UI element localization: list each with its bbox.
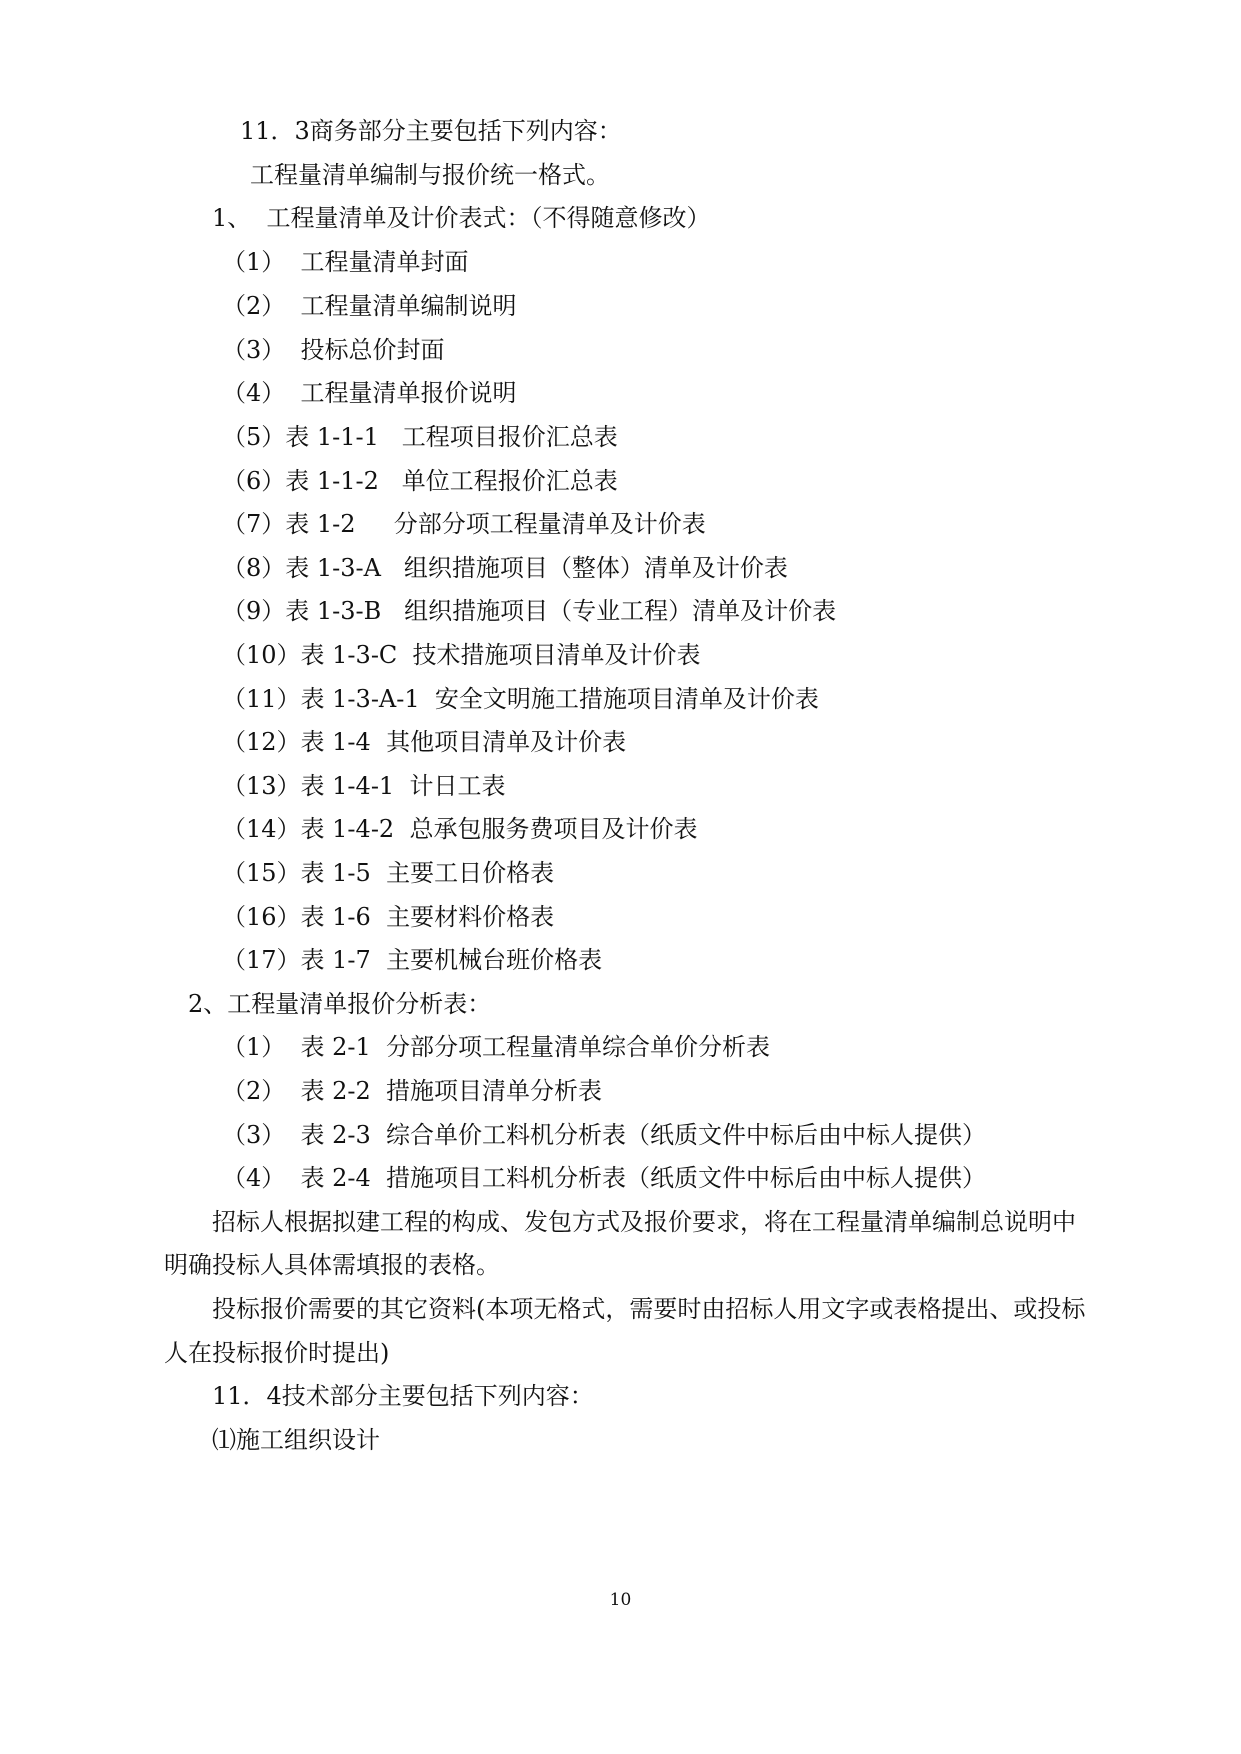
paragraph-line: 投标报价需要的其它资料(本项无格式，需要时由招标人用文字或表格提出、或投标 bbox=[212, 1295, 1086, 1323]
list-heading-2: 2、工程量清单报价分析表： bbox=[188, 990, 492, 1018]
section-heading-11-3: 11．3商务部分主要包括下列内容： bbox=[240, 117, 622, 145]
list-item: （4） 工程量清单报价说明 bbox=[222, 379, 517, 407]
list-item: （13）表 1-4-1 计日工表 bbox=[222, 772, 506, 800]
list-item: （9）表 1-3-B 组织措施项目（专业工程）清单及计价表 bbox=[222, 597, 837, 625]
list-item: ⑴施工组织设计 bbox=[212, 1426, 380, 1454]
list-item: （3） 表 2-3 综合单价工料机分析表（纸质文件中标后由中标人提供） bbox=[222, 1121, 987, 1149]
list-item: （4） 表 2-4 措施项目工料机分析表（纸质文件中标后由中标人提供） bbox=[222, 1164, 987, 1192]
list-item: （1） 表 2-1 分部分项工程量清单综合单价分析表 bbox=[222, 1033, 771, 1061]
list-item: （14）表 1-4-2 总承包服务费项目及计价表 bbox=[222, 815, 698, 843]
list-item: （11）表 1-3-A-1 安全文明施工措施项目清单及计价表 bbox=[222, 685, 819, 713]
paragraph-line: 招标人根据拟建工程的构成、发包方式及报价要求，将在工程量清单编制总说明中 bbox=[212, 1208, 1076, 1236]
page-number: 10 bbox=[609, 1590, 632, 1610]
list-item: （17）表 1-7 主要机械台班价格表 bbox=[222, 946, 603, 974]
list-item: （1） 工程量清单封面 bbox=[222, 248, 469, 276]
paragraph-line: 工程量清单编制与报价统一格式。 bbox=[250, 161, 610, 189]
list-item: （3） 投标总价封面 bbox=[222, 336, 445, 364]
paragraph-line: 明确投标人具体需填报的表格。 bbox=[164, 1251, 500, 1279]
list-heading-1: 1、 工程量清单及计价表式：（不得随意修改） bbox=[212, 204, 711, 232]
list-item: （2） 表 2-2 措施项目清单分析表 bbox=[222, 1077, 603, 1105]
list-item: （6）表 1-1-2 单位工程报价汇总表 bbox=[222, 467, 618, 495]
list-item: （8）表 1-3-A 组织措施项目（整体）清单及计价表 bbox=[222, 554, 788, 582]
list-item: （10）表 1-3-C 技术措施项目清单及计价表 bbox=[222, 641, 701, 669]
list-item: （7）表 1-2 分部分项工程量清单及计价表 bbox=[222, 510, 706, 538]
section-heading-11-4: 11．4技术部分主要包括下列内容： bbox=[212, 1382, 594, 1410]
list-item: （16）表 1-6 主要材料价格表 bbox=[222, 903, 555, 931]
paragraph-line: 人在投标报价时提出) bbox=[164, 1339, 390, 1367]
list-item: （5）表 1-1-1 工程项目报价汇总表 bbox=[222, 423, 618, 451]
list-item: （12）表 1-4 其他项目清单及计价表 bbox=[222, 728, 627, 756]
list-item: （2） 工程量清单编制说明 bbox=[222, 292, 517, 320]
list-item: （15）表 1-5 主要工日价格表 bbox=[222, 859, 555, 887]
